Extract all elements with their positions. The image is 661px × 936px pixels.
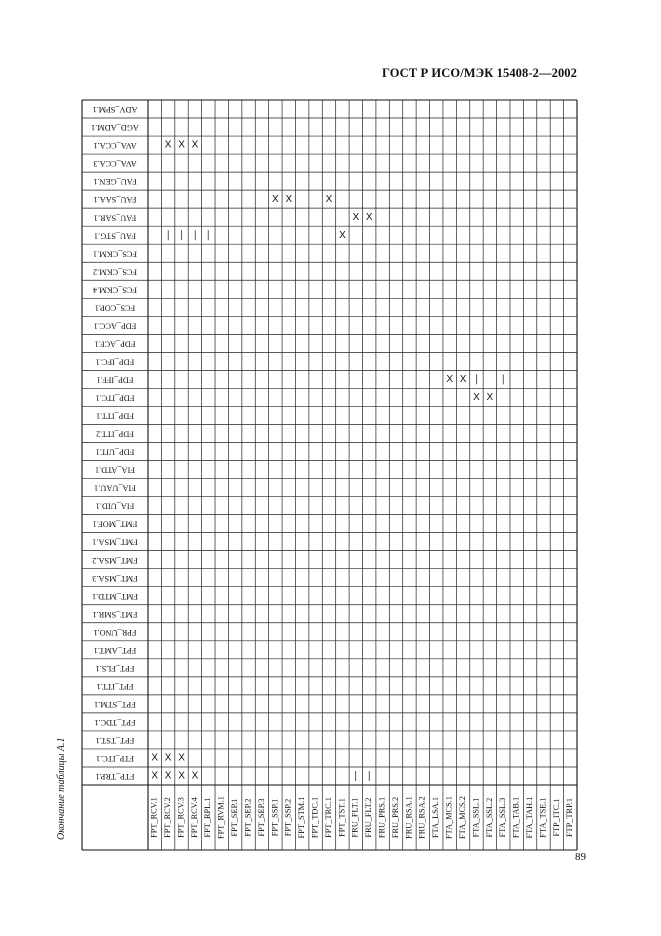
- column-label: FDP_IFF.1: [96, 375, 134, 385]
- column-label: FIA_UID.1: [95, 501, 135, 511]
- mark-x: X: [365, 211, 373, 223]
- mark-x: X: [272, 193, 279, 205]
- row-label: FPT_RCV.3: [176, 797, 186, 838]
- mark-dash: —: [175, 230, 187, 241]
- row-label: FPT_RCV.4: [189, 797, 199, 838]
- mark-x: X: [151, 752, 159, 764]
- row-label: FTA_TAB.1: [511, 796, 521, 839]
- column-label: FPT_TDC.1: [94, 718, 136, 728]
- mark-x: X: [178, 770, 185, 782]
- mark-x: X: [164, 770, 172, 782]
- mark-dash: —: [162, 230, 174, 241]
- column-label: FMT_MSA.2: [92, 555, 138, 565]
- row-label: FPT_RCV.2: [163, 797, 173, 838]
- row-label: FTP_ITC.1: [551, 798, 561, 837]
- mark-x: X: [164, 139, 172, 151]
- row-label: FPT_SSP.2: [283, 798, 293, 837]
- row-label: FRU_PRS.2: [390, 796, 400, 839]
- column-label: FMT_MTD.1: [92, 591, 138, 601]
- column-label: FDP_ITT.2: [96, 429, 134, 439]
- row-label: FRU_RSA.2: [417, 796, 427, 839]
- column-label: FTP_TRP.1: [95, 772, 135, 782]
- column-label: AGD_ADM.1: [91, 123, 139, 133]
- mark-x: X: [352, 211, 360, 223]
- mark-dash: —: [363, 770, 375, 781]
- column-label: FDP_ACF.1: [94, 339, 136, 349]
- row-label: FPT_SEP.1: [230, 798, 240, 837]
- mark-dash: —: [497, 374, 509, 385]
- column-label: FPT_ITT.1: [96, 681, 134, 691]
- column-label: FPT_FLS.1: [95, 663, 135, 673]
- row-label: FTA_SSL.2: [484, 797, 494, 838]
- row-label: FTA_LSA.1: [431, 796, 441, 839]
- column-label: FCS_CKM.1: [92, 249, 138, 259]
- column-label: FCS_CKM.4: [92, 285, 138, 295]
- document-header: ГОСТ Р ИСО/МЭК 15408-2—2002: [381, 66, 577, 80]
- row-label: FPT_RCV.1: [149, 797, 159, 838]
- mark-x: X: [285, 193, 293, 205]
- column-label: FAU_GEN.1: [93, 177, 137, 187]
- row-label: FPT_SSP.1: [270, 798, 280, 837]
- column-label: FAU_SAR.1: [93, 213, 137, 223]
- column-label: FMT_SMR.1: [92, 609, 138, 619]
- mark-x: X: [191, 139, 199, 151]
- column-label: FMT_MSA.1: [92, 537, 138, 547]
- column-label: FMT_MOF.1: [92, 519, 138, 529]
- mark-x: X: [473, 392, 480, 404]
- column-label: FAU_SAA.1: [93, 195, 137, 205]
- page-number: 89: [575, 851, 586, 863]
- row-label: FPT_SEP.2: [243, 798, 253, 837]
- mark-dash: —: [350, 770, 362, 781]
- mark-x: X: [151, 770, 159, 782]
- column-label: FTP_ITC.1: [95, 754, 135, 764]
- column-label: FDP_UIT.1: [95, 447, 135, 457]
- column-label: FIA_UAU.1: [94, 483, 136, 493]
- column-label: FPT_TST.1: [95, 736, 135, 746]
- row-label: FTA_TSE.1: [538, 797, 548, 838]
- mark-x: X: [191, 770, 199, 782]
- row-label: FPT_RVM.1: [216, 796, 226, 839]
- row-label: FTA_MCS.2: [457, 796, 467, 839]
- mark-x: X: [486, 392, 494, 404]
- mark-x: X: [459, 374, 467, 386]
- row-label: FTP_TRP.1: [565, 798, 575, 837]
- mark-x: X: [446, 374, 453, 386]
- column-label: FDP_ITC.1: [95, 393, 135, 403]
- mark-dash: —: [202, 230, 214, 241]
- column-label: FDP_IFC.1: [95, 357, 135, 367]
- column-label: AVA_CCA.3: [93, 159, 137, 169]
- mark-x: X: [178, 752, 185, 764]
- column-label: ADV_SPM.1: [92, 105, 138, 115]
- column-label: AVA_CCA.1: [93, 141, 137, 151]
- row-label: FPT_STM.1: [297, 796, 307, 839]
- column-label: FDP_ITT.1: [96, 411, 134, 421]
- row-label: FRU_RSA.1: [404, 796, 414, 839]
- row-label: FTA_SSL.1: [471, 797, 481, 838]
- column-label: FPT_AMT.1: [93, 645, 137, 655]
- row-label: FPT_TRC.1: [323, 797, 333, 838]
- mark-x: X: [164, 752, 172, 764]
- mark-dash: —: [189, 230, 201, 241]
- column-label: FCS_CKM.2: [92, 267, 138, 277]
- column-label: FPR_UNO.1: [93, 627, 137, 637]
- column-label: FAU_STG.1: [93, 231, 137, 241]
- mark-x: X: [339, 229, 346, 241]
- row-label: FPT_TST.1: [337, 798, 347, 837]
- column-label: FCS_COP.1: [94, 303, 136, 313]
- mark-x: X: [325, 193, 333, 205]
- mark-dash: —: [470, 374, 482, 385]
- row-label: FTA_SSL.3: [498, 797, 508, 838]
- column-label: FDP_ACC.1: [93, 321, 137, 331]
- column-label: FMT_MSA.3: [92, 573, 138, 583]
- row-label: FPT_RPL.1: [203, 797, 213, 838]
- row-label: FPT_TDC.1: [310, 796, 320, 839]
- row-label: FRU_PRS.1: [377, 796, 387, 839]
- row-label: FPT_SEP.3: [256, 798, 266, 837]
- row-label: FTA_MCS.1: [444, 796, 454, 839]
- table-caption: Окончание таблицы А.1: [56, 737, 67, 840]
- row-label: FRU_FLT.1: [350, 797, 360, 838]
- row-label: FTA_TAH.1: [524, 796, 534, 839]
- column-label: FPT_STM.1: [94, 699, 136, 709]
- mark-x: X: [178, 139, 185, 151]
- column-label: FIA_ATD.1: [95, 465, 135, 475]
- row-label: FRU_FLT.2: [364, 797, 374, 838]
